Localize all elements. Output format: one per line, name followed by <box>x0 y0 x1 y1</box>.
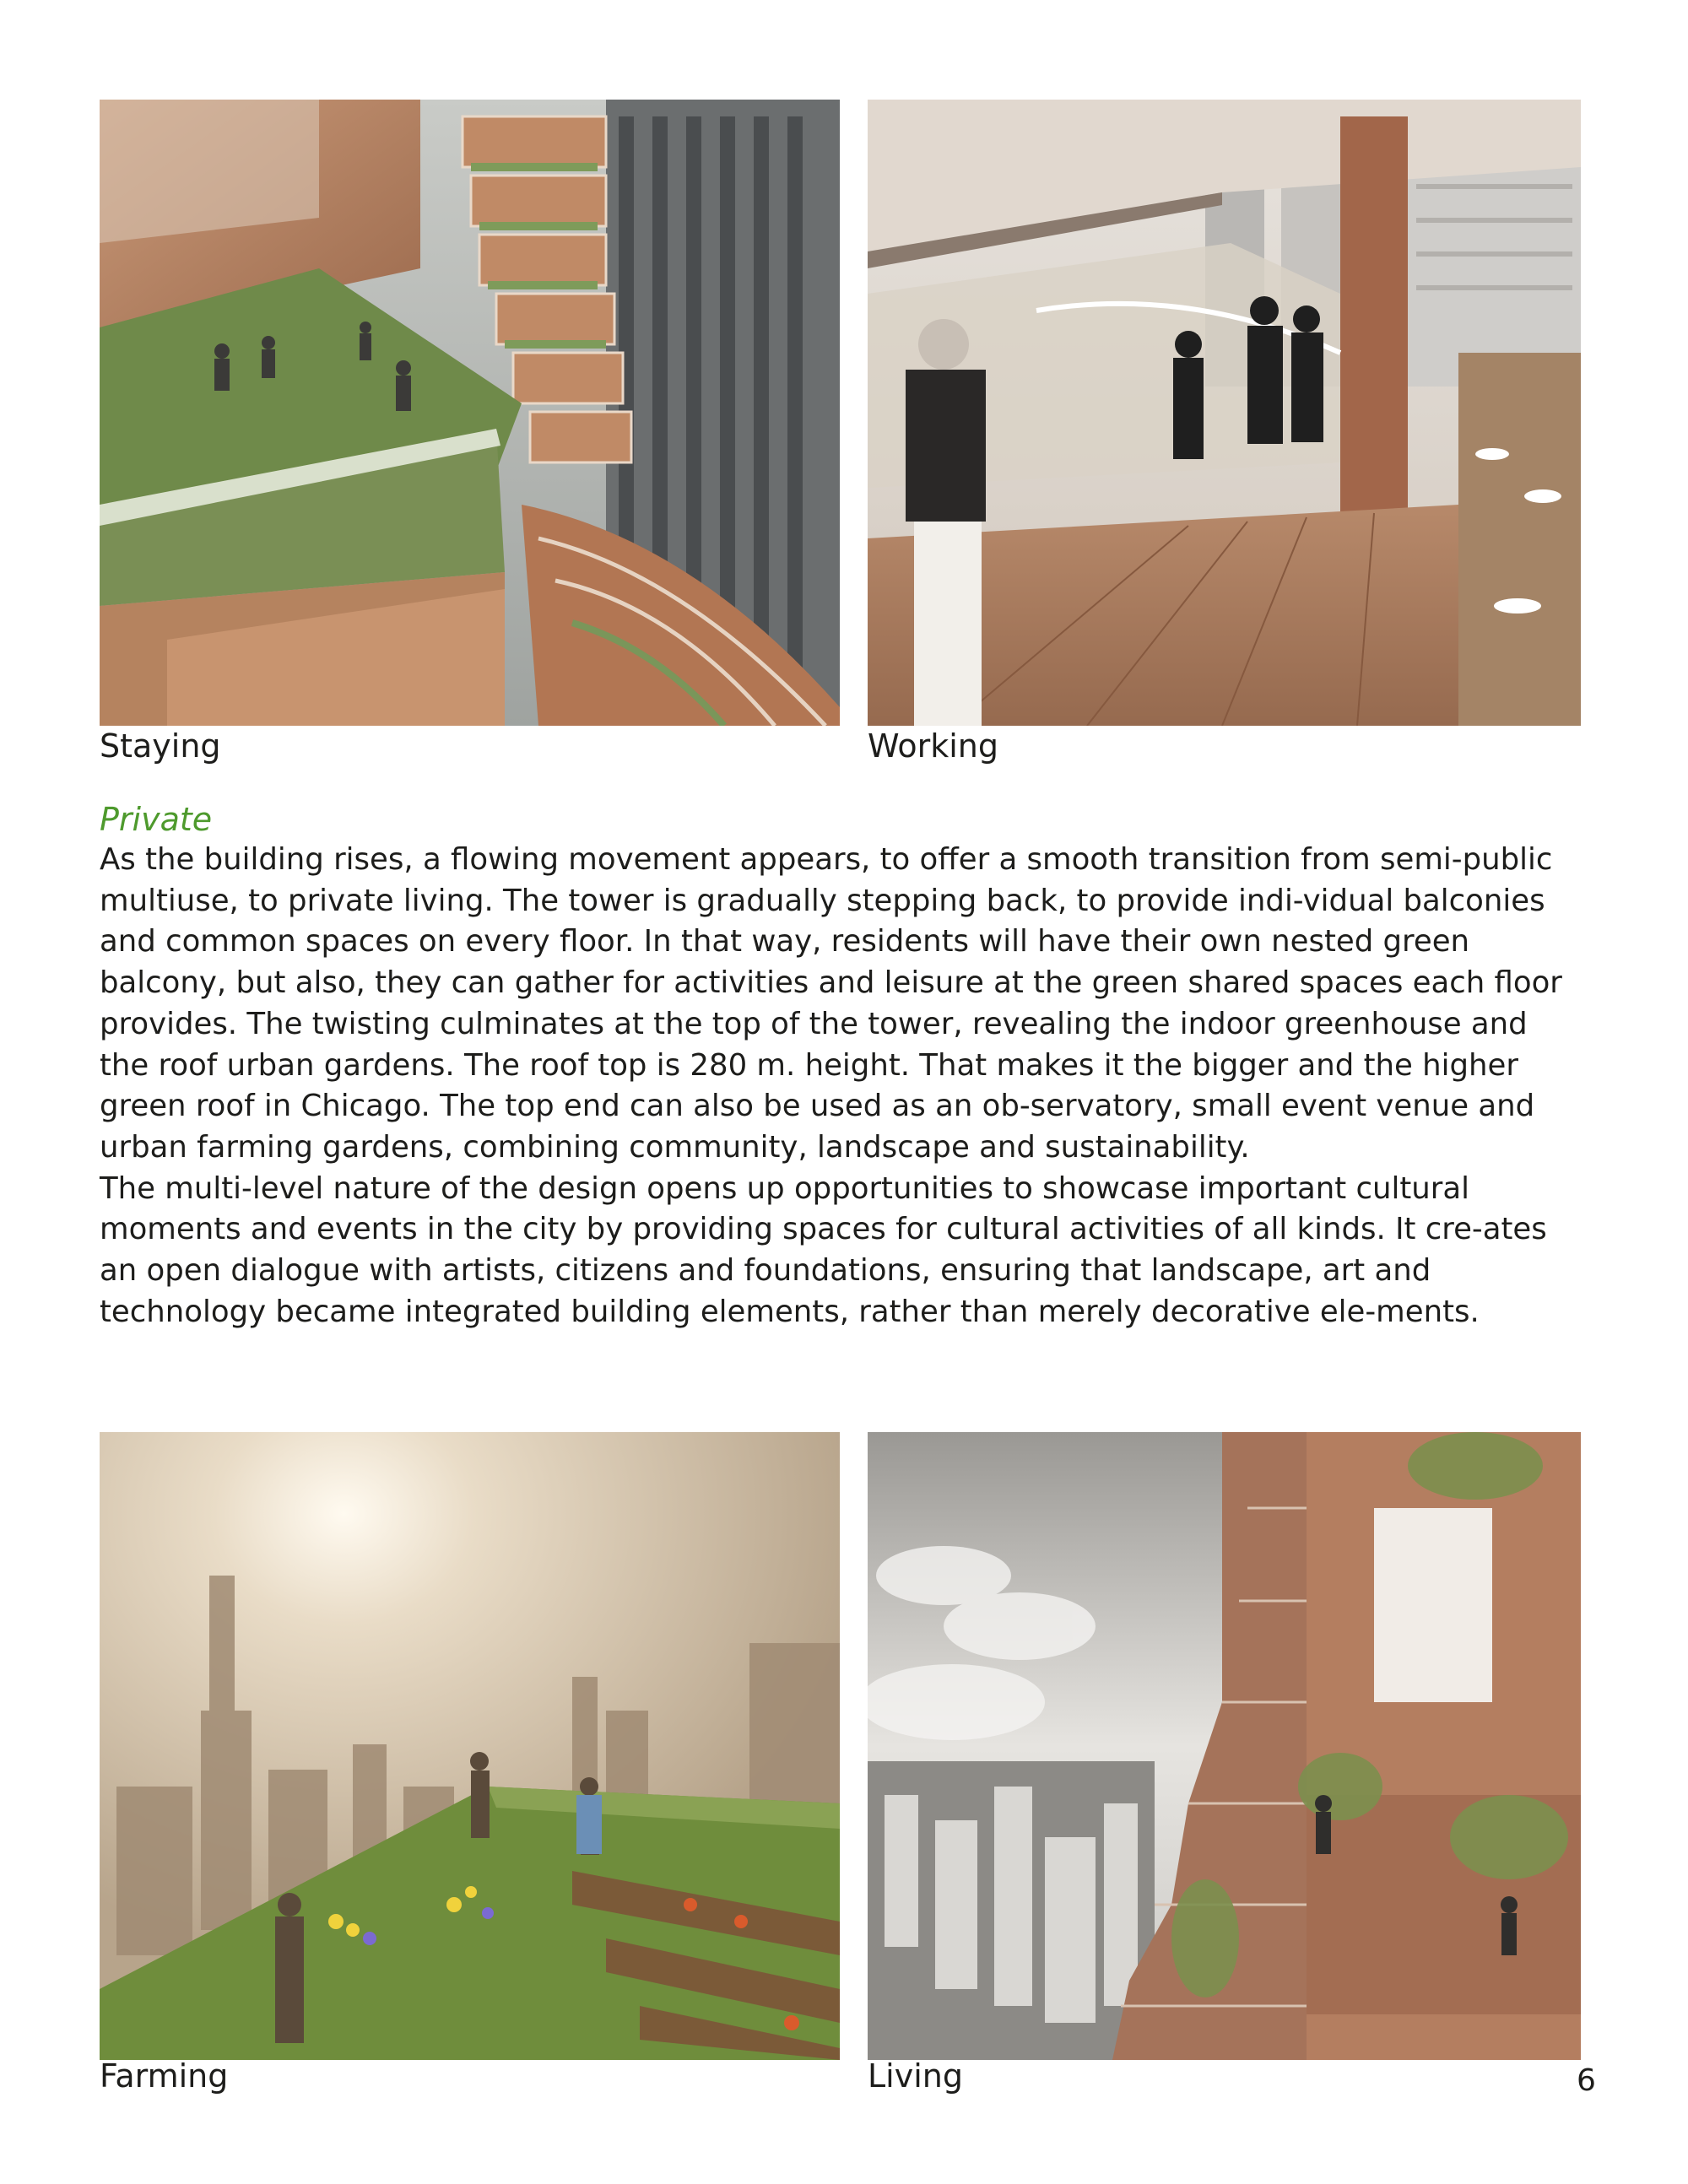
body-text <box>100 840 1585 1333</box>
section-heading: Private <box>100 801 213 838</box>
photo-caption-farming: Farming <box>100 2057 229 2095</box>
paragraph: As the building rises, a flowing movement appears, to offer a smooth transition from semi-public multiuse, to private living. The tower is gradually stepping back, to provide indi-vidual balconies and common spaces on every floor. In that way, residents will have their own nested green balcony, but also, they can gather for activities and leisure at the green shared spaces each floor provides. The twisting culminates at the top of the tower, revealing the indoor greenhouse and the roof urban gardens. The roof top is 280 m. height. That makes it the bigger and the higher green roof in Chicago. The top end can also be used as an ob-servatory, small event venue and urban farming gardens, combining community, landscape and sustainability. <box>100 842 1562 1165</box>
photo-living <box>868 1432 1581 2060</box>
photo-staying <box>100 100 840 726</box>
page-number: 6 <box>1577 2063 1596 2098</box>
photo-farming <box>100 1432 840 2060</box>
photo-working <box>868 100 1581 726</box>
paragraph: The multi-level nature of the design opens up opportunities to showcase important cultural moments and events in the city by providing spaces for cultural activities of all kinds. It cre-ates an open dialogue with artists, citizens and foundations, ensuring that landscape, art and technology became integrated building elements, rather than merely decorative ele-ments. <box>100 1170 1547 1329</box>
photo-caption-living: Living <box>868 2057 963 2095</box>
photo-caption-working: Working <box>868 727 998 765</box>
photo-caption-staying: Staying <box>100 727 221 765</box>
